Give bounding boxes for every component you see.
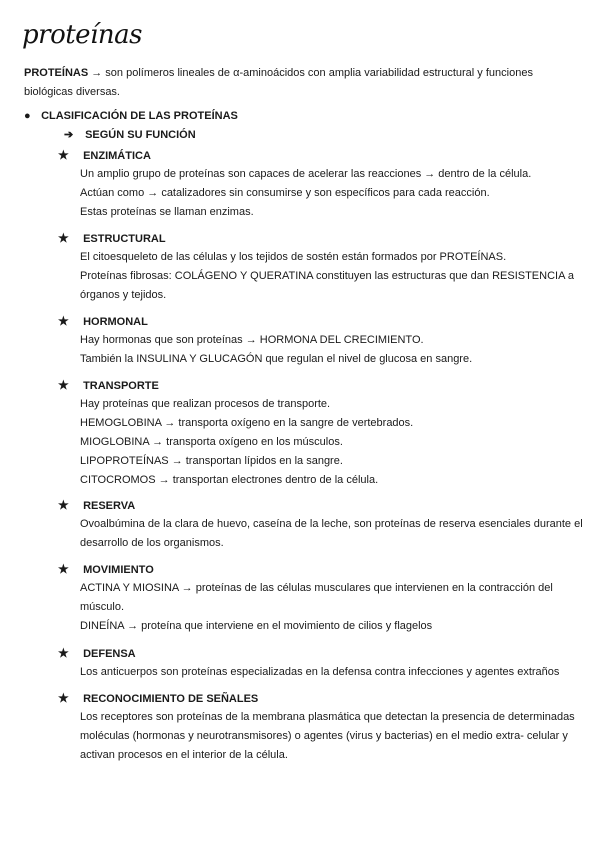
section-line: Actúan como → catalizadores sin consumirse y son específicos para cada reacción.: [80, 187, 490, 199]
section-title: RESERVA: [83, 500, 136, 512]
star-icon: ★: [58, 498, 69, 512]
section-line: MIOGLOBINA → transporta oxígeno en los músculos.: [80, 436, 343, 448]
star-icon: ★: [58, 231, 69, 245]
section-enzimatica: [58, 146, 588, 222]
section-reserva: [58, 496, 588, 553]
section-line: Hay hormonas que son proteínas → HORMONA DEL CRECIMIENTO.: [80, 334, 424, 346]
section-line: El citoesqueleto de las células y los tejidos de sostén están formados por PROTEÍNAS.: [80, 251, 507, 263]
intro-paragraph: [24, 64, 580, 102]
section-transporte: [58, 376, 588, 490]
section-title: MOVIMIENTO: [83, 564, 154, 576]
section-movimiento: [58, 560, 588, 636]
intro-term: PROTEÍNAS: [24, 67, 89, 79]
section-heading: [58, 689, 588, 708]
section-title: TRANSPORTE: [83, 380, 159, 392]
section-estructural: [58, 229, 588, 305]
section-title: DEFENSA: [83, 648, 136, 660]
section-line: También la INSULINA Y GLUCAGÓN que regulan el nivel de glucosa en sangre.: [80, 353, 473, 365]
star-icon: ★: [58, 148, 69, 162]
bullet-icon: ●: [24, 110, 31, 122]
section-hormonal: [58, 312, 588, 369]
star-icon: ★: [58, 646, 69, 660]
arrow-icon: ➔: [64, 129, 74, 141]
section-title: HORMONAL: [83, 316, 148, 328]
section-heading: [58, 229, 588, 248]
section-line: Estas proteínas se llaman enzimas.: [80, 206, 254, 218]
section-line: LIPOPROTEÍNAS → transportan lípidos en la sangre.: [80, 455, 343, 467]
classification-heading-label: CLASIFICACIÓN DE LAS PROTEÍNAS: [41, 110, 238, 122]
section-defensa: [58, 644, 588, 682]
section-heading: [58, 644, 588, 663]
star-icon: ★: [58, 378, 69, 392]
section-line: ACTINA Y MIOSINA → proteínas de las células musculares que intervienen en la contracción del músculo.: [80, 582, 553, 613]
section-heading: [58, 560, 588, 579]
section-title: ENZIMÁTICA: [83, 150, 151, 162]
section-line: Los receptores son proteínas de la membrana plasmática que detectan la presencia de determinadas moléculas (hormonas y neurotransmisores) o agentes (virus y bacterias) en el medio extra- celular y activan procesos en el interior de la célula.: [80, 711, 575, 761]
section-line: Los anticuerpos son proteínas especializadas en la defensa contra infecciones y agentes extraños: [80, 666, 560, 678]
section-line: Proteínas fibrosas: COLÁGENO Y QUERATINA constituyen las estructuras que dan RESISTENCIA a órganos y tejidos.: [80, 270, 574, 301]
section-line: HEMOGLOBINA → transporta oxígeno en la sangre de vertebrados.: [80, 417, 414, 429]
intro-text: → son polímeros lineales de α-aminoácidos con amplia variabilidad estructural y funciones biológicas diversas.: [24, 67, 533, 98]
star-icon: ★: [58, 562, 69, 576]
star-icon: ★: [58, 691, 69, 705]
by-function-heading-label: SEGÚN SU FUNCIÓN: [85, 129, 196, 141]
section-line: CITOCROMOS → transportan electrones dentro de la célula.: [80, 474, 379, 486]
section-line: Ovoalbúmina de la clara de huevo, caseína de la leche, son proteínas de reserva esenciales durante el desarrollo de los organismos.: [80, 518, 583, 549]
star-icon: ★: [58, 314, 69, 328]
section-title: RECONOCIMIENTO DE SEÑALES: [83, 693, 259, 705]
section-line: Un amplio grupo de proteínas son capaces de acelerar las reacciones → dentro de la célula.: [80, 168, 532, 180]
section-line: Hay proteínas que realizan procesos de transporte.: [80, 398, 331, 410]
section-heading: [58, 496, 588, 515]
by-function-heading: [64, 128, 196, 141]
section-heading: [58, 146, 588, 165]
section-line: DINEÍNA → proteína que interviene en el movimiento de cilios y flagelos: [80, 620, 433, 632]
classification-heading: [24, 110, 238, 122]
section-reconocimiento: [58, 689, 588, 765]
section-heading: [58, 376, 588, 395]
section-heading: [58, 312, 588, 331]
page-title: proteínas: [22, 20, 142, 50]
section-title: ESTRUCTURAL: [83, 233, 166, 245]
